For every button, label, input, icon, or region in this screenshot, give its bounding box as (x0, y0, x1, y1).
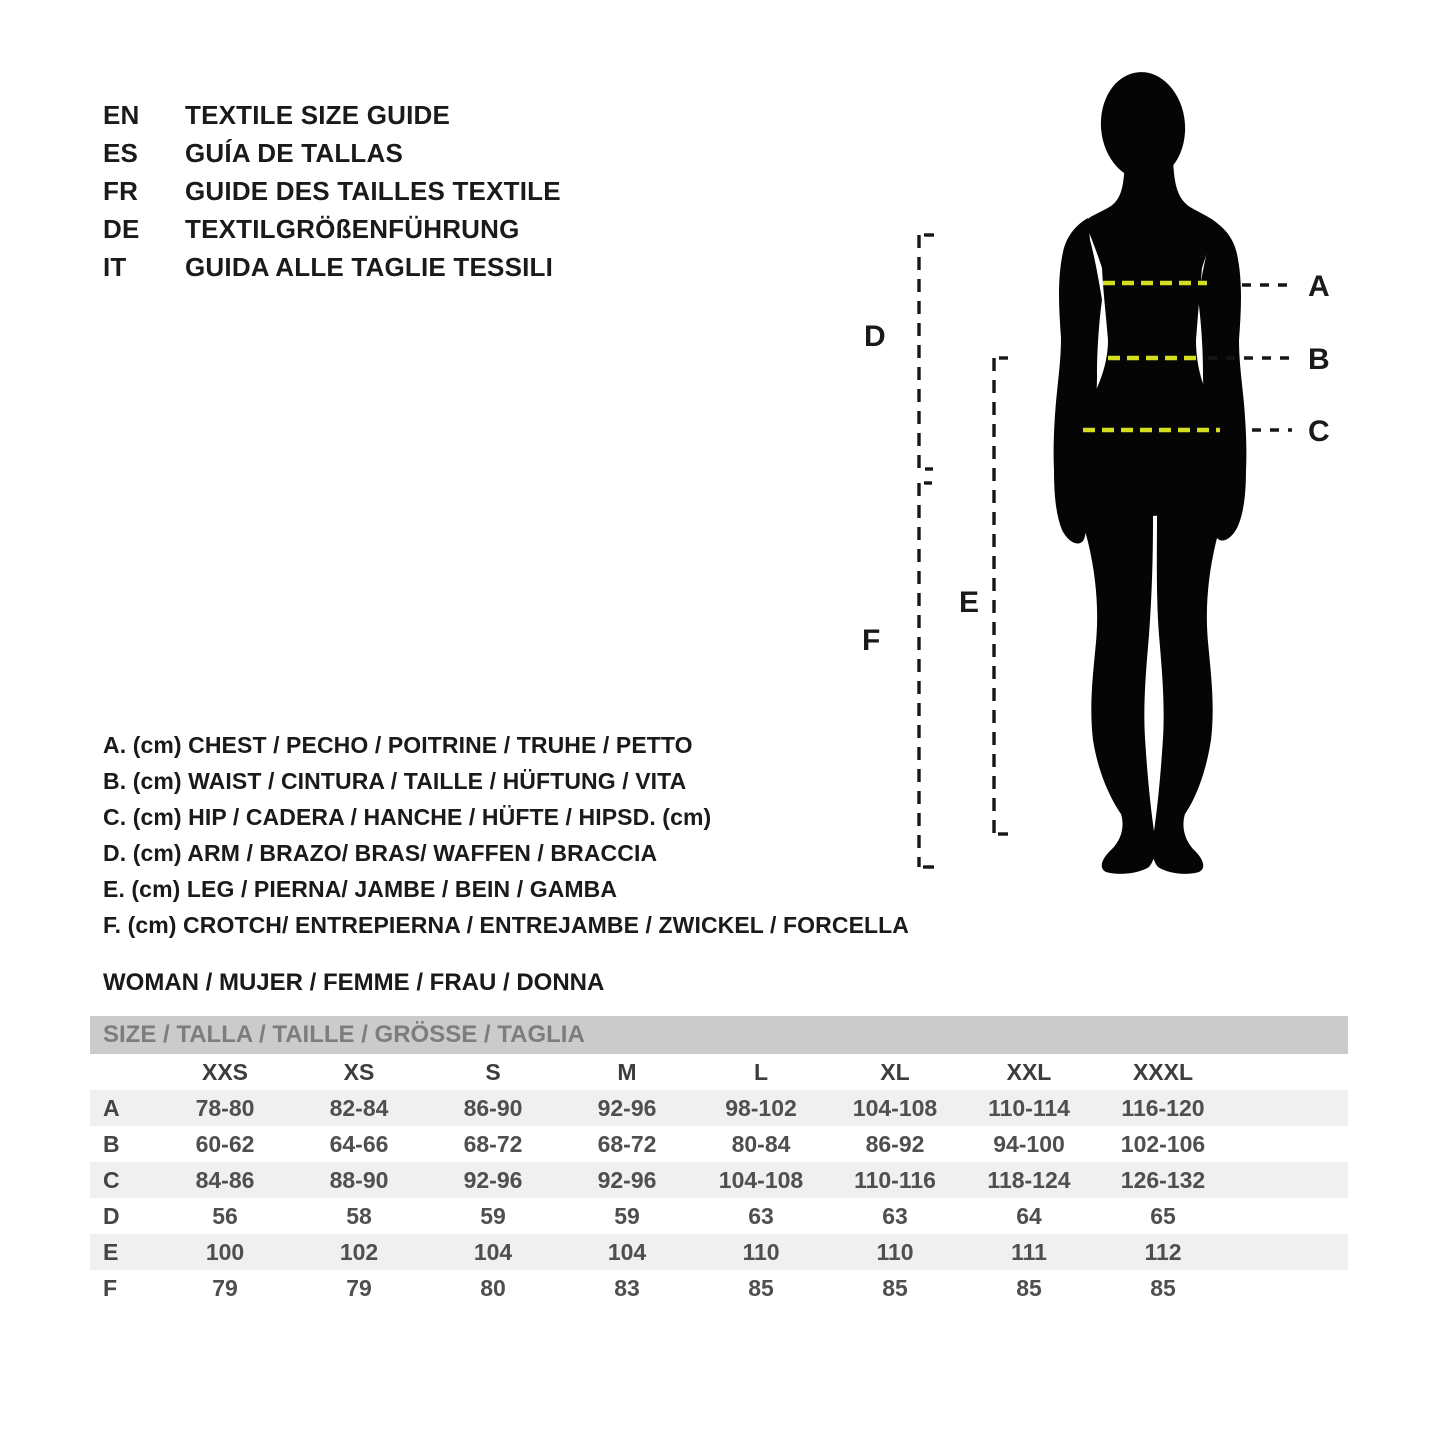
size-column-header: XL (880, 1058, 910, 1085)
language-title-list (103, 96, 561, 286)
measurement-value-cell: 58 (346, 1202, 372, 1229)
measurement-value-cell: 60-62 (195, 1130, 255, 1157)
measurement-value-cell: 112 (1144, 1238, 1182, 1265)
measurement-value-cell: 68-72 (463, 1130, 523, 1157)
language-title: GUÍA DE TALLAS (185, 138, 404, 168)
measurement-legend-row: D. (cm) ARM / BRAZO/ BRAS/ WAFFEN / BRACCIA (103, 840, 658, 866)
measurement-value-cell: 92-96 (463, 1166, 523, 1193)
language-title: TEXTILE SIZE GUIDE (185, 100, 451, 130)
language-row (103, 172, 561, 210)
gender-title: WOMAN / MUJER / FEMME / FRAU / DONNA (103, 969, 605, 996)
table-row (90, 1234, 1348, 1270)
table-row (90, 1270, 1348, 1306)
measurement-value-cell: 56 (212, 1202, 238, 1229)
size-table-body (90, 1054, 1348, 1306)
language-row (103, 134, 561, 172)
measurement-value-cell: 104-108 (852, 1094, 938, 1121)
language-code: DE (103, 214, 140, 244)
measurement-value-cell: 111 (1011, 1238, 1047, 1265)
measurement-row-label: D (103, 1202, 120, 1229)
measurement-legend-row: A. (cm) CHEST / PECHO / POITRINE / TRUHE / PETTO (103, 732, 693, 758)
size-column-header: M (617, 1058, 637, 1085)
measurement-value-cell: 84-86 (195, 1166, 255, 1193)
measurement-value-cell: 80-84 (731, 1130, 791, 1157)
size-column-header: L (753, 1058, 769, 1085)
measurement-value-cell: 59 (614, 1202, 640, 1229)
figure-label-e: E (959, 586, 980, 619)
figure-label-c: C (1308, 415, 1330, 448)
figure-label-a: A (1308, 270, 1330, 303)
measurement-value-cell: 85 (882, 1274, 908, 1301)
language-code: EN (103, 100, 140, 130)
size-column-header: XXS (201, 1058, 249, 1085)
language-title: TEXTILGRÖßENFÜHRUNG (185, 214, 520, 244)
measurement-value-cell: 102 (339, 1238, 379, 1265)
measurement-value-cell: 100 (205, 1238, 245, 1265)
measurement-row-label: F (103, 1274, 118, 1301)
size-columns-row (90, 1054, 1348, 1090)
size-table-header-bar (90, 1016, 1348, 1054)
size-column-header: XXXL (1132, 1058, 1194, 1085)
measurement-value-cell: 68-72 (597, 1130, 657, 1157)
language-code: ES (103, 138, 139, 168)
measurement-value-cell: 82-84 (329, 1094, 389, 1121)
measurement-value-cell: 102-106 (1120, 1130, 1206, 1157)
language-row (103, 96, 561, 134)
measurement-value-cell: 92-96 (597, 1166, 657, 1193)
table-row (90, 1162, 1348, 1198)
measurement-value-cell: 65 (1150, 1202, 1176, 1229)
table-row (90, 1090, 1348, 1126)
measurement-legend (103, 727, 909, 943)
measurement-value-cell: 59 (480, 1202, 506, 1229)
size-table-header-label: SIZE / TALLA / TAILLE / GRÖSSE / TAGLIA (103, 1021, 585, 1048)
measurement-value-cell: 104 (473, 1238, 513, 1265)
measurement-row-label: B (103, 1130, 120, 1157)
table-row (90, 1198, 1348, 1234)
measurement-value-cell: 116-120 (1121, 1094, 1205, 1121)
woman-silhouette (1054, 69, 1247, 874)
measurement-value-cell: 79 (212, 1274, 238, 1301)
measurement-value-cell: 85 (748, 1274, 774, 1301)
language-code: FR (103, 176, 139, 206)
figure-label-b: B (1308, 343, 1330, 376)
measurement-value-cell: 126-132 (1120, 1166, 1206, 1193)
size-column-header: XS (343, 1058, 375, 1085)
language-row (103, 210, 561, 248)
measurement-value-cell: 79 (346, 1274, 372, 1301)
measurement-value-cell: 88-90 (329, 1166, 389, 1193)
figure-label-f: F (862, 624, 881, 657)
table-row (90, 1126, 1348, 1162)
measurement-value-cell: 98-102 (725, 1094, 797, 1121)
measurement-value-cell: 104-108 (718, 1166, 804, 1193)
measurement-value-cell: 110 (876, 1238, 914, 1265)
measurement-legend-row: C. (cm) HIP / CADERA / HANCHE / HÜFTE / HIPSD. (cm) (103, 804, 712, 830)
measurement-row-label: E (103, 1238, 119, 1265)
measurement-value-cell: 110 (742, 1238, 780, 1265)
measurement-value-cell: 86-92 (865, 1130, 925, 1157)
figure-label-d: D (864, 320, 886, 353)
measurement-row-label: A (103, 1094, 120, 1121)
measurement-value-cell: 85 (1150, 1274, 1176, 1301)
language-title: GUIDE DES TAILLES TEXTILE (185, 176, 561, 206)
measurement-value-cell: 78-80 (195, 1094, 255, 1121)
measurement-value-cell: 118-124 (987, 1166, 1071, 1193)
measurement-value-cell: 64-66 (329, 1130, 389, 1157)
measurement-legend-row: B. (cm) WAIST / CINTURA / TAILLE / HÜFTUNG / VITA (103, 768, 687, 794)
woman-silhouette-figure (840, 50, 1360, 910)
measurement-legend-row: E. (cm) LEG / PIERNA/ JAMBE / BEIN / GAMBA (103, 876, 618, 902)
size-column-header: XXL (1006, 1058, 1052, 1085)
language-code: IT (103, 252, 127, 282)
size-column-header: S (485, 1058, 501, 1085)
measurement-value-cell: 80 (480, 1274, 506, 1301)
measurement-row-label: C (103, 1166, 120, 1193)
measurement-value-cell: 85 (1016, 1274, 1042, 1301)
measurement-legend-row: F. (cm) CROTCH/ ENTREPIERNA / ENTREJAMBE / ZWICKEL / FORCELLA (103, 912, 910, 938)
measurement-value-cell: 94-100 (993, 1130, 1065, 1157)
measurement-value-cell: 110-114 (988, 1094, 1070, 1121)
measurement-value-cell: 63 (748, 1202, 774, 1229)
measurement-value-cell: 86-90 (463, 1094, 523, 1121)
measurement-value-cell: 104 (607, 1238, 647, 1265)
measurement-value-cell: 64 (1016, 1202, 1042, 1229)
measurement-value-cell: 92-96 (597, 1094, 657, 1121)
measurement-value-cell: 63 (882, 1202, 908, 1229)
language-title: GUIDA ALLE TAGLIE TESSILI (185, 252, 554, 282)
size-table (90, 1016, 1348, 1306)
measurement-value-cell: 83 (614, 1274, 640, 1301)
language-row (103, 248, 561, 286)
measurement-value-cell: 110-116 (854, 1166, 936, 1193)
